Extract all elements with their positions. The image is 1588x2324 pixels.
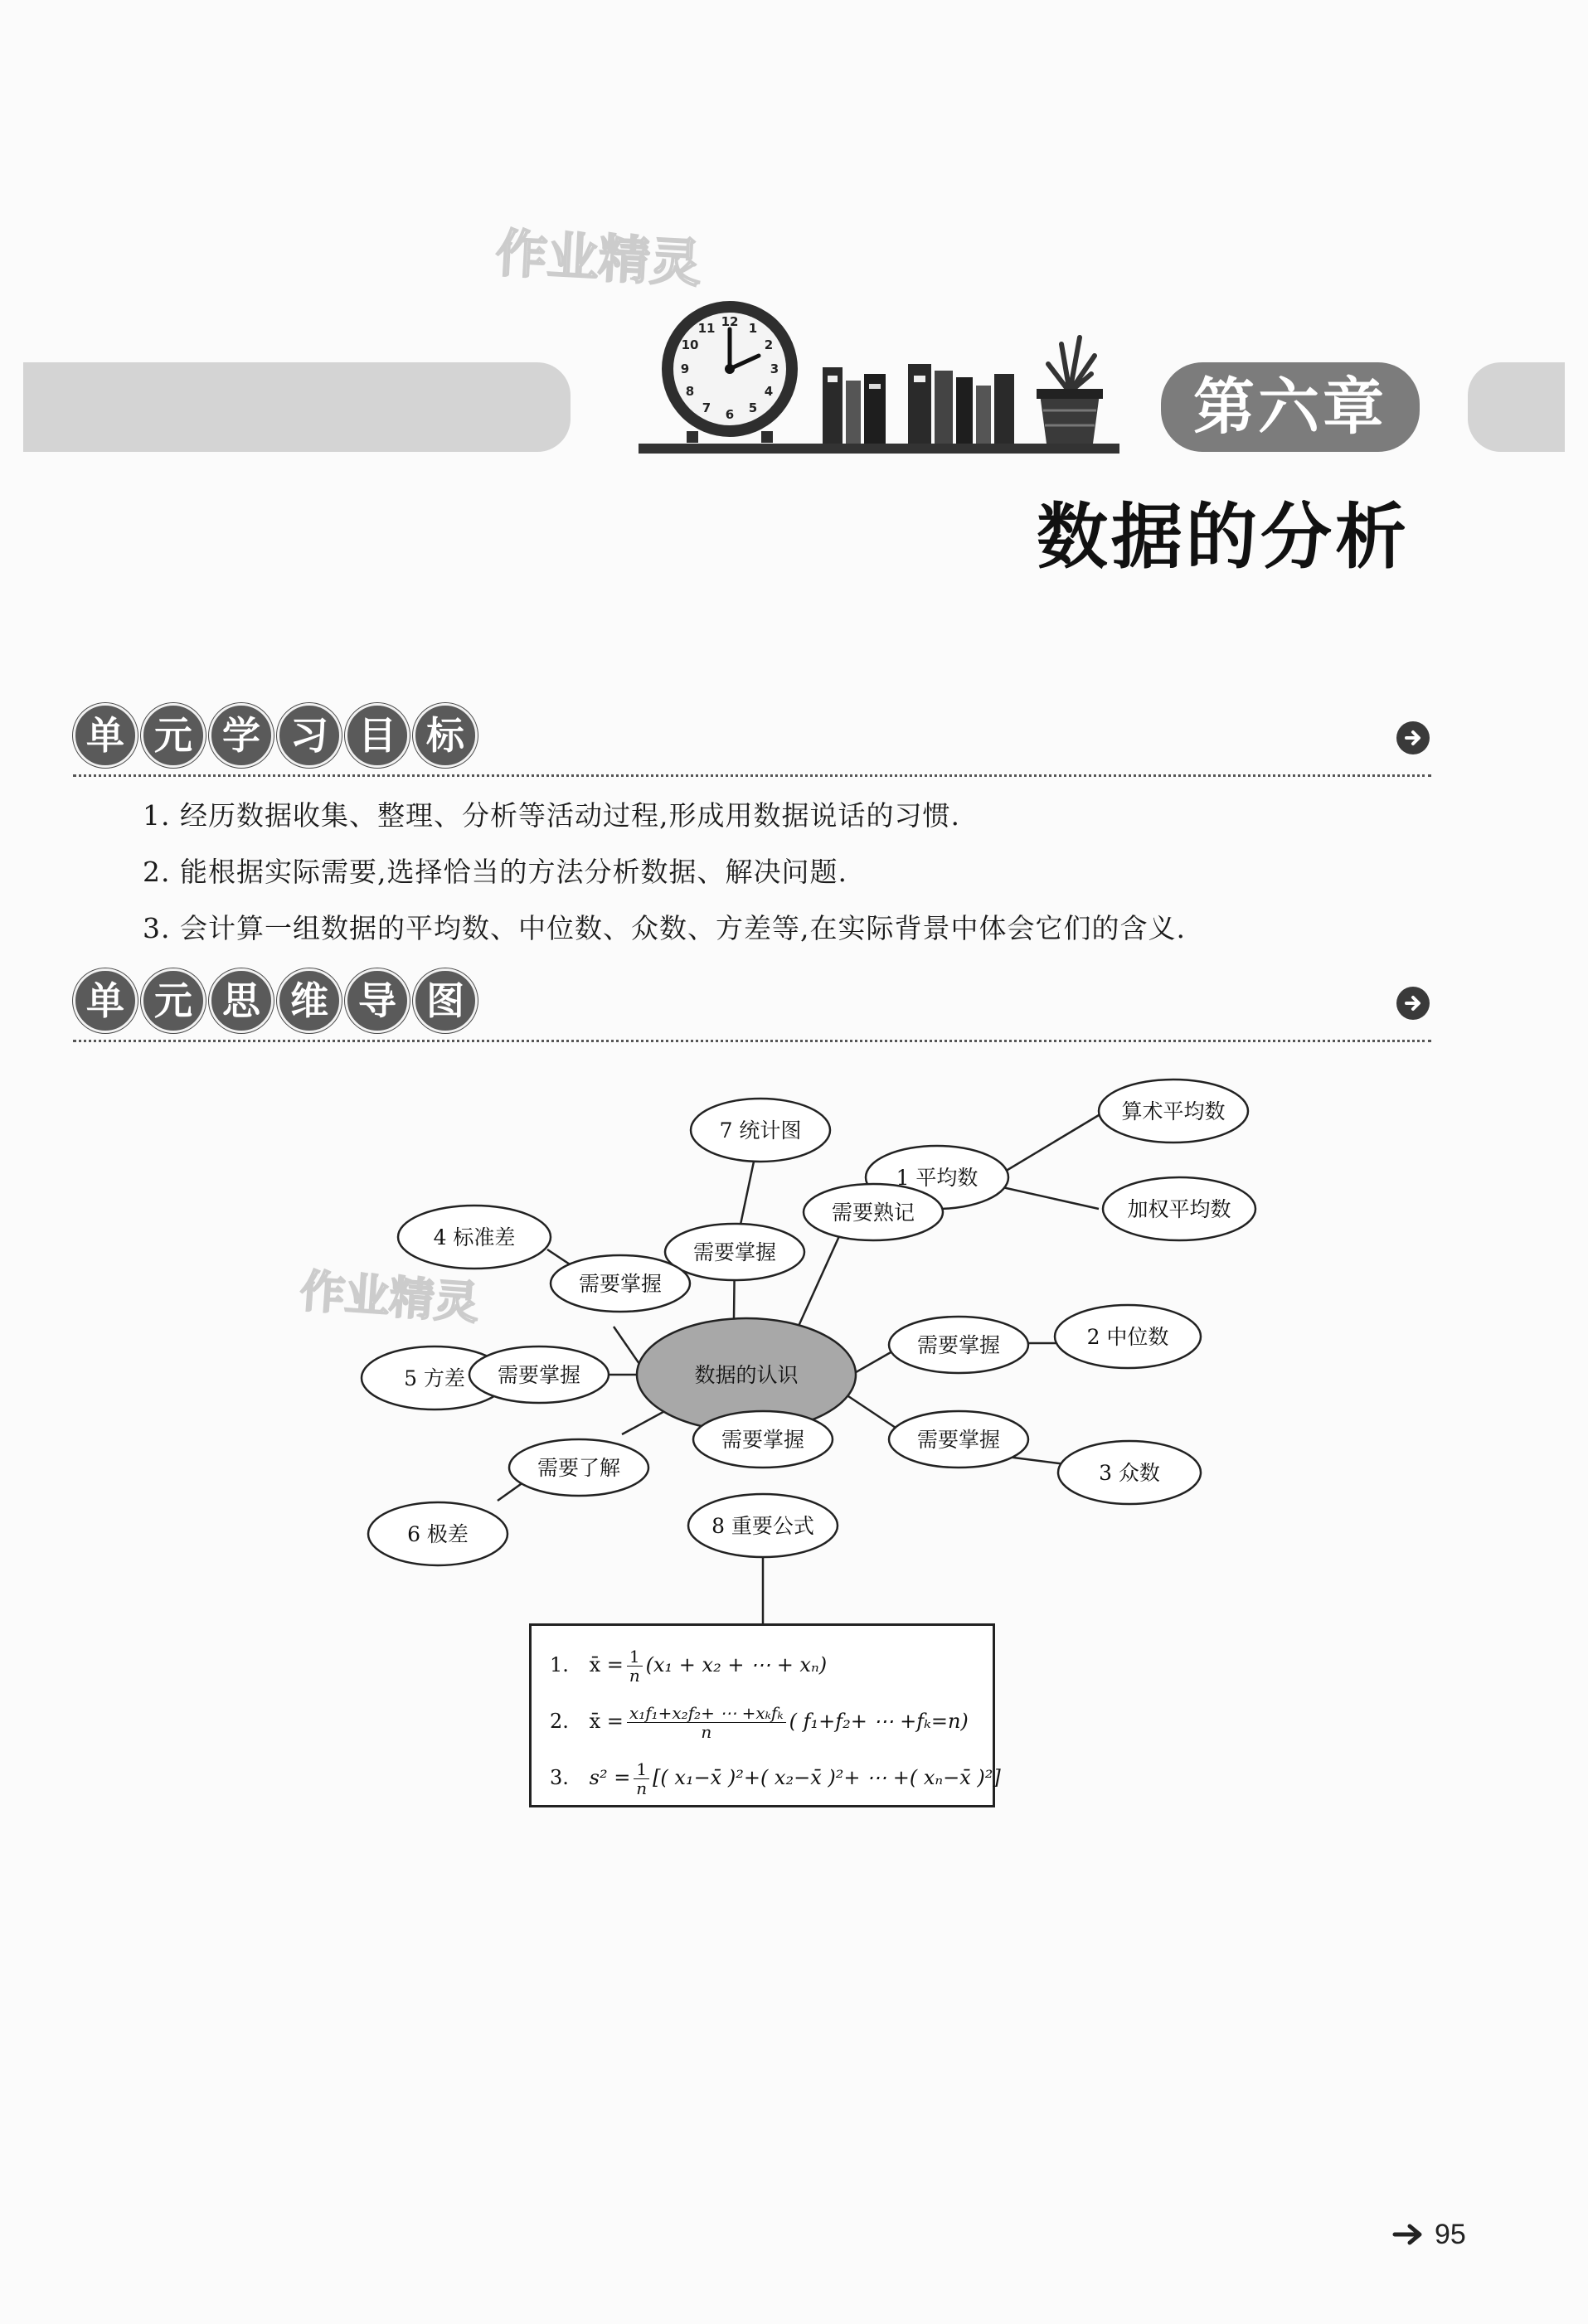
mind-map-link-std: [551, 1255, 690, 1312]
books-icon: [823, 364, 1014, 444]
title-char: 习: [277, 703, 342, 768]
mind-map-link-mean: [804, 1184, 943, 1240]
svg-text:10: 10: [681, 337, 699, 352]
title-char: 导: [345, 968, 410, 1033]
mind-map-link-range: [509, 1439, 648, 1496]
chapter-badge: 第六章: [1161, 362, 1420, 452]
svg-text:6: 6: [725, 407, 735, 422]
svg-text:5 方差: 5 方差: [404, 1366, 465, 1390]
svg-text:4: 4: [764, 384, 774, 399]
svg-text:需要掌握: 需要掌握: [916, 1428, 1001, 1452]
shelf-illustration: [639, 294, 1128, 456]
svg-text:1: 1: [748, 321, 758, 336]
list-item: 2. 能根据实际需要,选择恰当的方法分析数据、解决问题.: [143, 856, 847, 888]
arrow-right-icon: [1391, 2222, 1425, 2247]
svg-text:3 众数: 3 众数: [1099, 1461, 1160, 1485]
mind-map-node-std: [398, 1206, 551, 1269]
section-title-learning-goals: [73, 703, 478, 768]
mind-map-link-stat-chart: [665, 1224, 804, 1280]
mind-map-link-median: [889, 1317, 1028, 1373]
learning-goals-list: [143, 788, 1186, 957]
svg-text:需要掌握: 需要掌握: [916, 1333, 1001, 1357]
title-char: 图: [413, 968, 478, 1033]
header-band-right: [1468, 362, 1565, 452]
plant-icon: [1037, 337, 1103, 444]
mind-map-link-formulas: [693, 1411, 833, 1468]
formula-weighted-mean: 2. x̄ = $\frac{\text{x₁f₁+x₂f₂+ ⋯ +xₖfₖ}}{n}$ ( f₁+f₂+ ⋯ +fₖ=n): [550, 1703, 969, 1742]
formula-mean: 1. x̄ = $\frac{1}{n}$ (x₁ + x₂ + ⋯ + xₙ): [550, 1647, 828, 1686]
title-char: 单: [73, 968, 138, 1033]
section-title-mind-map: [73, 968, 478, 1033]
section-learning-goals: [73, 703, 1431, 778]
watermark-top: 作业精灵: [493, 222, 703, 294]
shelf: [639, 444, 1119, 454]
mind-map-node-weighted-mean: [1103, 1177, 1255, 1240]
header-band-left: [23, 362, 571, 452]
mind-map: [282, 1070, 1277, 1633]
svg-text:需要了解: 需要了解: [537, 1456, 621, 1480]
mind-map-node-formulas: [688, 1494, 838, 1557]
title-char: 学: [209, 703, 274, 768]
watermark-middle: 作业精灵: [298, 1264, 481, 1330]
list-item: 3. 会计算一组数据的平均数、中位数、众数、方差等,在实际背景中体会它们的含义.: [143, 912, 1186, 944]
title-char: 标: [413, 703, 478, 768]
svg-text:需要掌握: 需要掌握: [692, 1240, 777, 1264]
arrow-right-icon: [1395, 720, 1431, 756]
svg-text:2 中位数: 2 中位数: [1086, 1325, 1169, 1349]
svg-text:7: 7: [702, 400, 711, 415]
list-item: 1. 经历数据收集、整理、分析等活动过程,形成用数据说话的习惯.: [143, 799, 960, 832]
svg-text:2: 2: [764, 337, 774, 352]
clock-icon: [662, 301, 798, 443]
svg-text:数据的认识: 数据的认识: [694, 1363, 799, 1387]
svg-text:加权平均数: 加权平均数: [1127, 1197, 1231, 1221]
title-char: 思: [209, 968, 274, 1033]
dotted-divider: [73, 1040, 1431, 1042]
svg-text:1 平均数: 1 平均数: [896, 1166, 979, 1190]
mind-map-node-mode: [1058, 1441, 1201, 1504]
title-char: 维: [277, 968, 342, 1033]
mind-map-node-median: [1055, 1305, 1201, 1368]
svg-text:8 重要公式: 8 重要公式: [711, 1514, 814, 1538]
title-char: 元: [141, 968, 206, 1033]
svg-text:11: 11: [697, 321, 716, 336]
formula-box: [529, 1623, 1001, 1807]
title-char: 单: [73, 703, 138, 768]
title-char: 元: [141, 703, 206, 768]
svg-text:4 标准差: 4 标准差: [433, 1225, 516, 1249]
page-number: 95: [1435, 2219, 1466, 2250]
svg-text:需要掌握: 需要掌握: [721, 1428, 805, 1452]
svg-text:12: 12: [721, 314, 739, 329]
svg-text:6 极差: 6 极差: [407, 1522, 469, 1546]
svg-text:算术平均数: 算术平均数: [1121, 1099, 1226, 1123]
mind-map-node-arith-mean: [1099, 1080, 1248, 1143]
chapter-title: 数据的分析: [1037, 496, 1410, 579]
svg-text:9: 9: [680, 361, 690, 376]
dotted-divider: [73, 774, 1431, 777]
svg-text:5: 5: [748, 400, 758, 415]
svg-text:7 统计图: 7 统计图: [719, 1118, 802, 1143]
title-char: 目: [345, 703, 410, 768]
svg-text:需要掌握: 需要掌握: [578, 1272, 663, 1296]
svg-text:8: 8: [685, 384, 695, 399]
mind-map-node-range: [368, 1502, 507, 1565]
mind-map-link-variance: [469, 1346, 609, 1403]
svg-text:需要熟记: 需要熟记: [831, 1201, 915, 1225]
svg-text:需要掌握: 需要掌握: [497, 1363, 581, 1387]
section-mind-map: [73, 968, 1431, 1043]
formula-variance: 3. s² = $\frac{1}{n}$ [( x₁−x̄ )²+( x₂−x̄ )²+ ⋯ +( xₙ−x̄ )²]: [550, 1759, 1001, 1798]
mind-map-node-stat-chart: [691, 1099, 830, 1162]
svg-text:3: 3: [770, 361, 779, 376]
arrow-right-icon: [1395, 985, 1431, 1021]
mind-map-link-mode: [889, 1411, 1028, 1468]
